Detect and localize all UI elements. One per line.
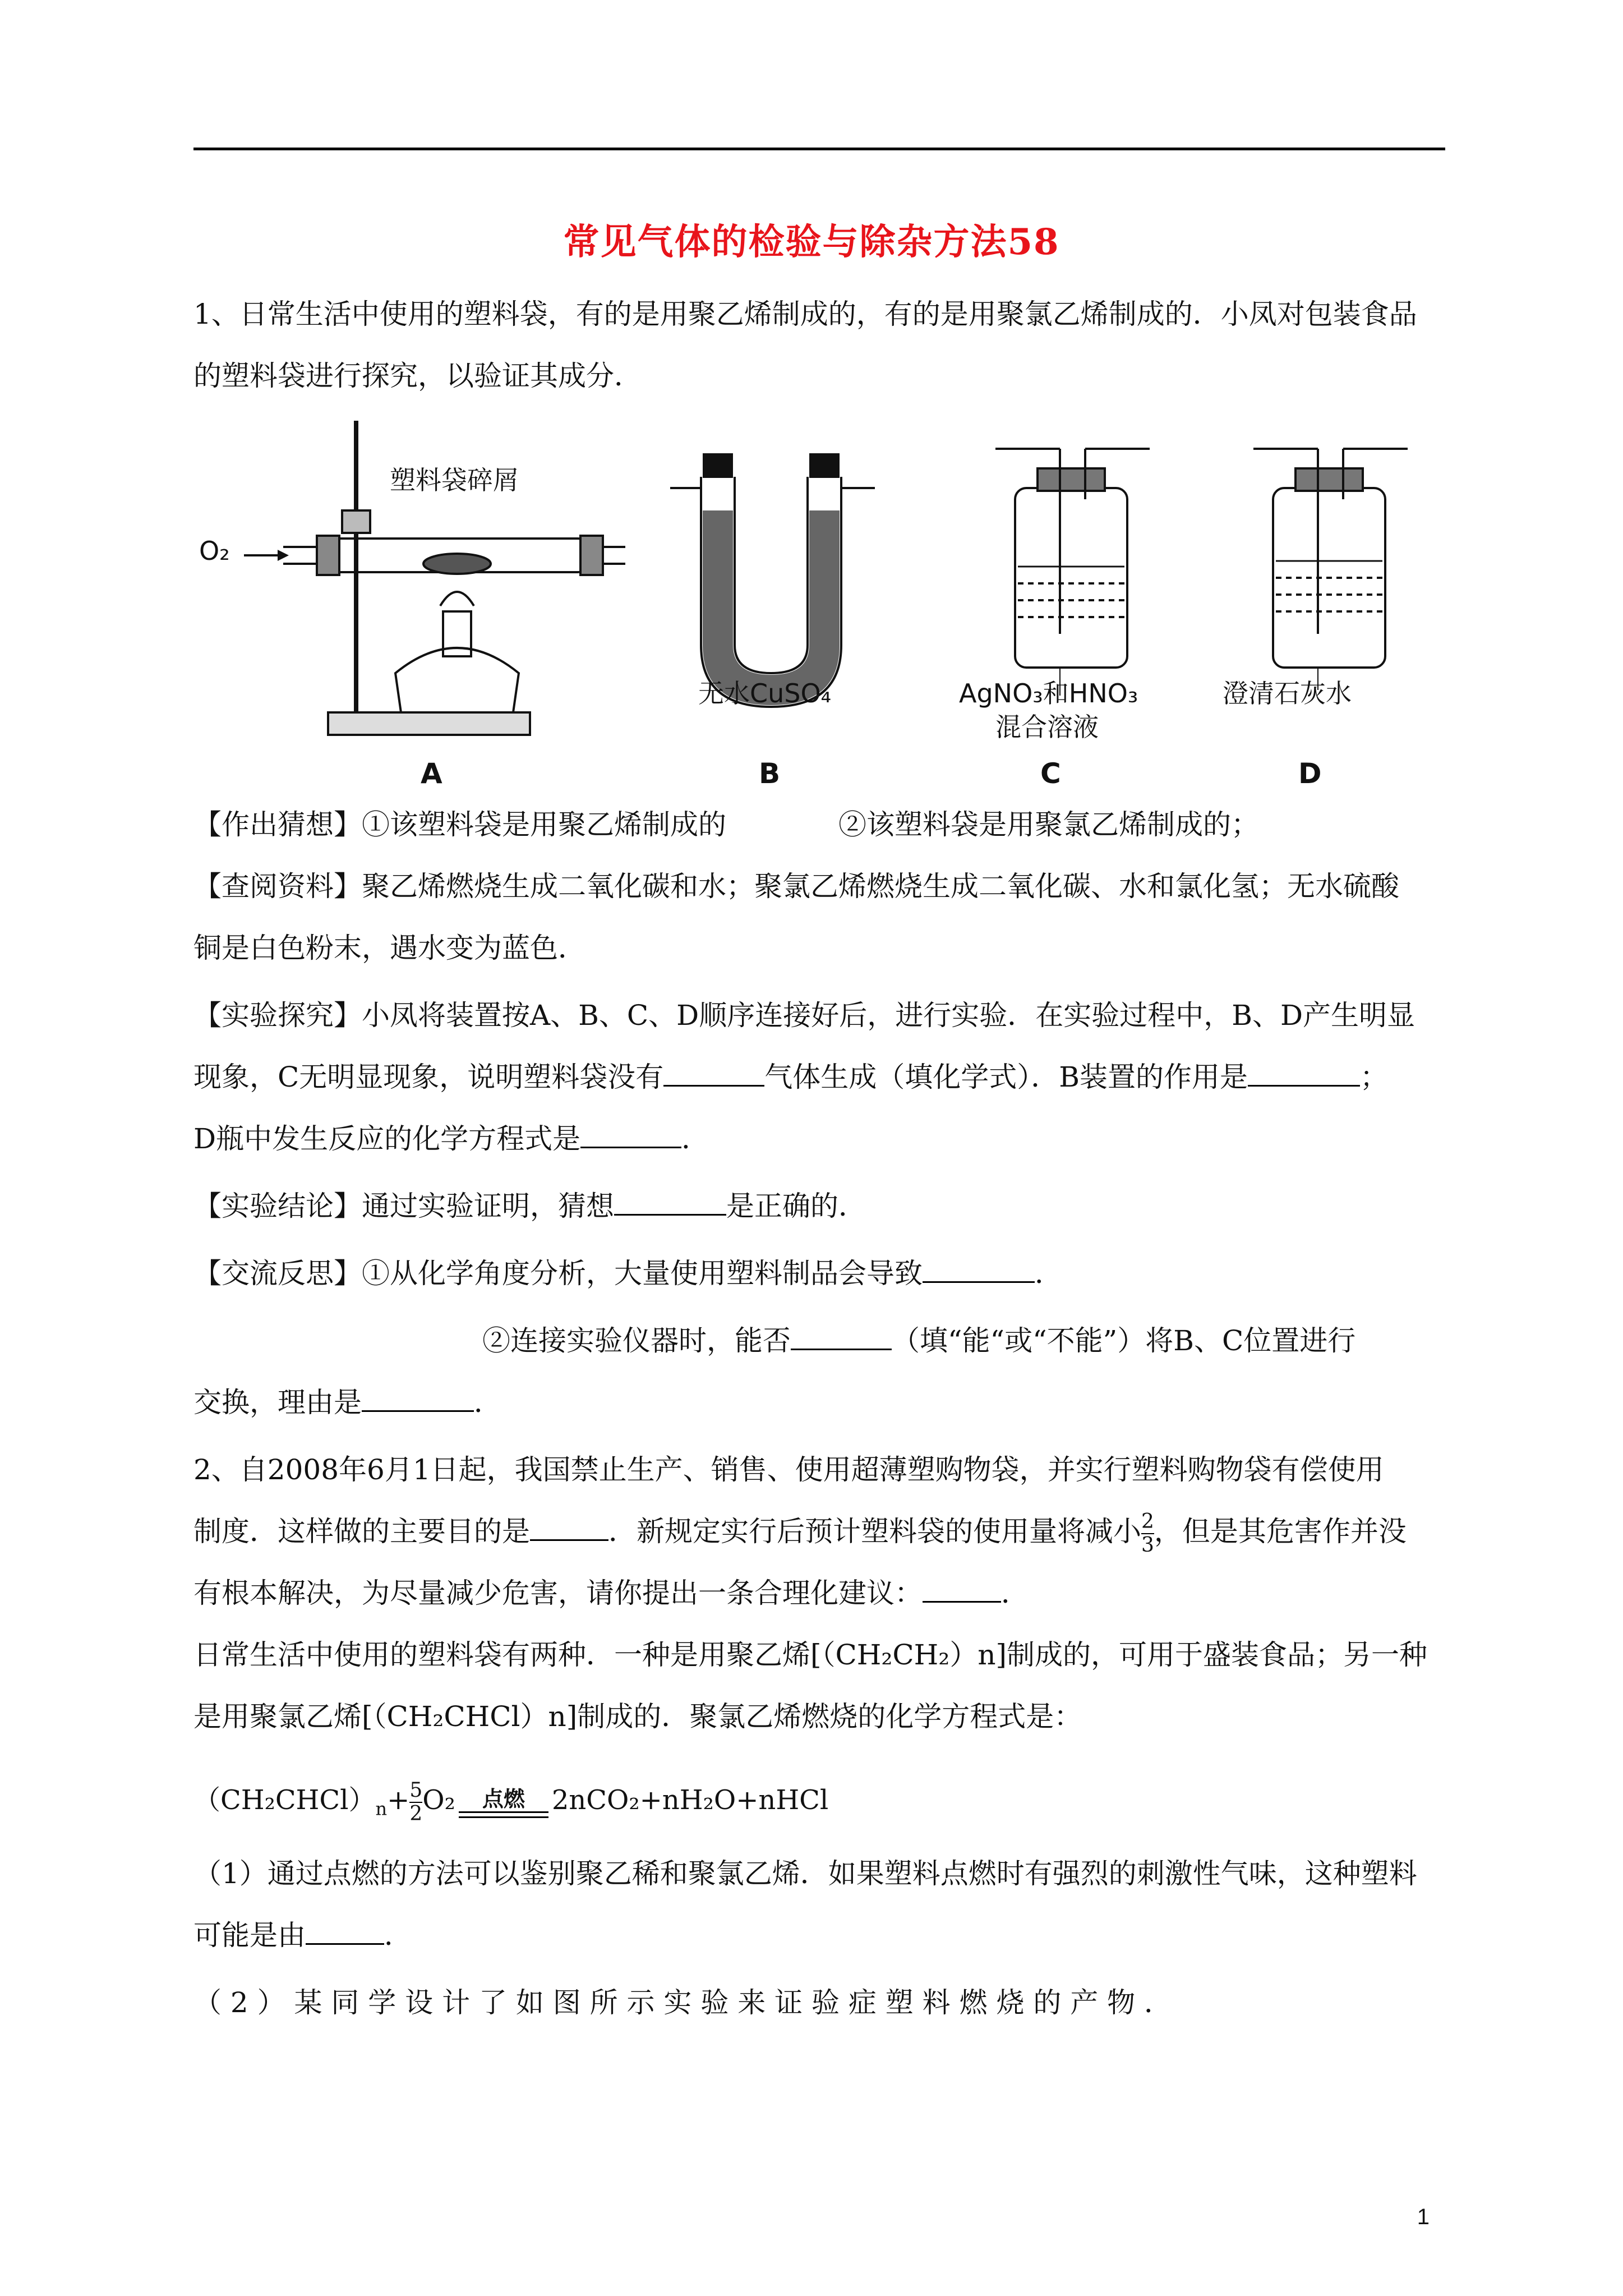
reflect3-a: 交换，理由是 — [193, 1386, 362, 1419]
page-number: 1 — [1417, 2205, 1430, 2229]
eq-frac-den: 2 — [409, 1802, 423, 1825]
reflect-line3 — [193, 1374, 1445, 1430]
blank-purpose[interactable] — [530, 1511, 608, 1541]
reflect-line2 — [482, 1313, 1445, 1369]
caption-a: A — [421, 757, 442, 790]
eq-o2: O₂ — [422, 1784, 455, 1816]
eq-left: （CH₂CHCl） — [193, 1784, 376, 1816]
explore2-c: ； — [1360, 1061, 1389, 1093]
reflect1-b: ． — [1035, 1257, 1063, 1290]
mixed-solution-label: 混合溶液 — [995, 712, 1099, 742]
q2-line3 — [193, 1565, 1445, 1621]
q2-line2-b: ．新规定实行后预计塑料袋的使用量将减小 — [608, 1515, 1141, 1548]
eq-plus: + — [387, 1784, 410, 1816]
q2-line2-a: 制度．这样做的主要目的是 — [193, 1515, 530, 1548]
eq-cond-text: 点燃 — [482, 1786, 525, 1811]
sub1-c: ． — [384, 1919, 412, 1952]
q2-line5: 是用聚氯乙烯[（CH₂CHCl）n]制成的．聚氯乙烯燃烧的化学方程式是： — [193, 1700, 1082, 1733]
blank-equation[interactable] — [580, 1119, 681, 1148]
sub1-b: 可能是由 — [193, 1919, 306, 1952]
explore3-a: D瓶中发生反应的化学方程式是 — [193, 1122, 581, 1155]
combustion-equation — [193, 1778, 828, 1825]
blank-b-purpose[interactable] — [1248, 1057, 1360, 1087]
blank-plastic[interactable] — [306, 1915, 384, 1945]
apparatus-figure — [193, 409, 1445, 802]
eq-fraction — [409, 1779, 422, 1825]
conclusion-line — [193, 1178, 1445, 1234]
cuso4-label: 无水CuSO₄ — [698, 678, 832, 708]
guess-line — [193, 797, 1445, 853]
explore2-b: 气体生成（填化学式）．B装置的作用是 — [764, 1061, 1248, 1093]
blank-reason[interactable] — [362, 1382, 474, 1412]
explore2-a: 现象，C无明显现象，说明塑料袋没有 — [193, 1061, 664, 1093]
reflect1-a: 【交流反思】①从化学角度分析，大量使用塑料制品会导致 — [193, 1257, 923, 1290]
guess-2: ②该塑料袋是用聚氯乙烯制成的； — [838, 808, 1259, 841]
caption-c: C — [1040, 757, 1061, 790]
eq-double-bar — [459, 1811, 548, 1818]
sub2-line: （ 2 ） 某 同 学 设 计 了 如 图 所 示 实 验 来 证 验 症 塑 料 燃 烧 的 产 物 ． — [193, 1986, 1173, 2019]
q2-line3-a: 有根本解决，为尽量减少危害，请你提出一条合理化建议： — [193, 1577, 923, 1609]
frac-num: 2 — [1141, 1510, 1154, 1533]
info-line1: 【查阅资料】聚乙烯燃烧生成二氧化碳和水；聚氯乙烯燃烧生成二氧化碳、水和氯化氢；无水硫酸 — [193, 870, 1399, 903]
explore-line3 — [193, 1111, 1445, 1167]
q2-line2-c: ，但是其危害作并没 — [1154, 1515, 1407, 1548]
explore-line2 — [193, 1049, 1445, 1105]
sub1-line1: （1）通过点燃的方法可以鉴别聚乙稀和聚氯乙烯．如果塑料点燃时有强烈的刺激性气味，这种塑料 — [193, 1857, 1417, 1890]
caption-b: B — [759, 757, 781, 790]
info-line2: 铜是白色粉末，遇水变为蓝色． — [193, 932, 586, 964]
blank-gas[interactable] — [663, 1057, 764, 1087]
blank-suggestion[interactable] — [923, 1573, 1001, 1603]
q2-line1: 2、自2008年6月1日起，我国禁止生产、销售、使用超薄塑购物袋，并实行塑料购物袋有偿使用 — [193, 1453, 1384, 1486]
blank-can[interactable] — [791, 1320, 892, 1350]
explore3-b: ． — [681, 1122, 710, 1155]
agno3-label: AgNO₃和HNO₃ — [959, 678, 1138, 708]
sub1-line2 — [193, 1907, 1445, 1963]
o2-label: O₂ — [199, 536, 230, 566]
header-rule — [193, 148, 1445, 150]
blank-guess[interactable] — [614, 1186, 726, 1216]
fraction-two-thirds — [1141, 1511, 1154, 1557]
blank-pollution[interactable] — [923, 1253, 1035, 1283]
eq-n: n — [375, 1798, 388, 1820]
reflect2-a: ②连接实验仪器时，能否 — [482, 1324, 791, 1357]
limewater-label: 澄清石灰水 — [1223, 678, 1352, 708]
q2-line4: 日常生活中使用的塑料袋有两种．一种是用聚乙烯[（CH₂CH₂）n]制成的，可用于盛装食品；另一种 — [193, 1639, 1428, 1671]
reflect3-b: ． — [474, 1386, 502, 1419]
conclusion-a: 【实验结论】通过实验证明，猜想 — [193, 1190, 614, 1222]
caption-d: D — [1298, 757, 1322, 790]
q1-line2: 的塑料袋进行探究，以验证其成分． — [193, 360, 642, 392]
frac-den: 3 — [1141, 1534, 1154, 1557]
eq-right: 2nCO₂+nH₂O+nHCl — [551, 1784, 829, 1816]
explore-line1: 【实验探究】小凤将装置按A、B、C、D顺序连接好后，进行实验．在实验过程中，B、D产生明显 — [193, 999, 1415, 1032]
reflect-line1 — [193, 1245, 1445, 1301]
bag-scraps-label: 塑料袋碎屑 — [390, 465, 519, 495]
q1-line1: 1、日常生活中使用的塑料袋，有的是用聚乙烯制成的，有的是用聚氯乙烯制成的．小凤对包装食品 — [193, 298, 1417, 330]
eq-frac-num: 5 — [409, 1778, 423, 1802]
q2-line3-b: ． — [1001, 1577, 1029, 1609]
conclusion-b: 是正确的． — [726, 1190, 866, 1222]
q2-line2 — [193, 1503, 1445, 1559]
page-title: 常见气体的检验与除杂方法58 — [563, 221, 1060, 263]
eq-condition — [459, 1787, 548, 1818]
guess-1: 【作出猜想】①该塑料袋是用聚乙烯制成的 — [193, 808, 726, 841]
apparatus-drawing — [193, 409, 1445, 802]
reflect2-b: （填“能“或“不能”）将B、C位置进行 — [892, 1324, 1356, 1357]
